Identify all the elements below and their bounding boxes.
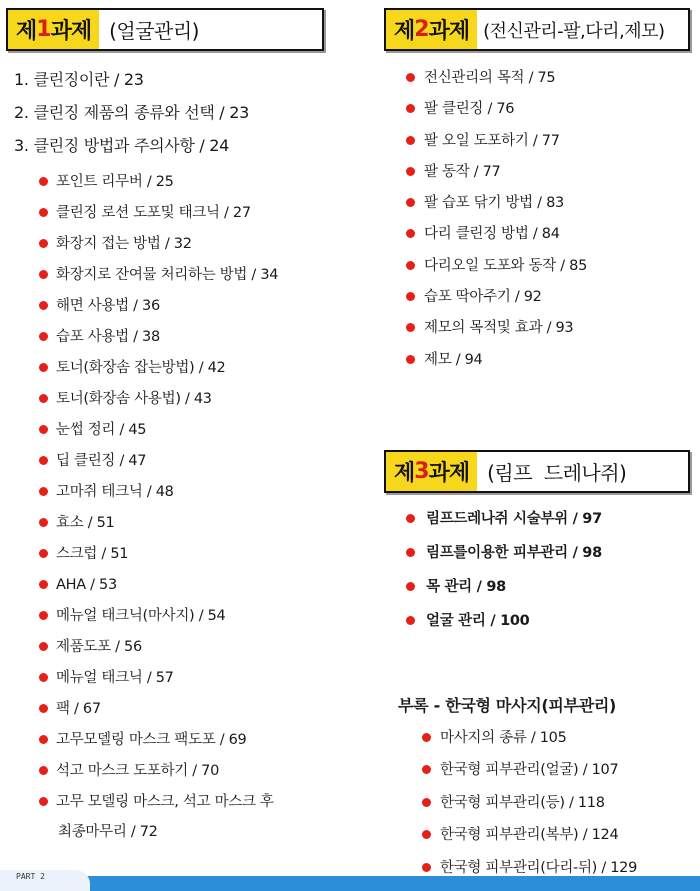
appendix-title: 부록 - 한국형 마사지(피부관리): [398, 695, 617, 715]
list-item: [6, 451, 346, 482]
list-item: [384, 162, 696, 193]
list-item-label: 팩 / 67: [56, 701, 101, 717]
list-item-label: 림프를이용한 피부관리 / 98: [426, 544, 602, 561]
list-item: [6, 482, 346, 513]
list-item-label: 팔 동작 / 77: [424, 163, 501, 180]
section3-header: [384, 450, 690, 493]
list-item-label: 클린징 로션 도포및 태크닉 / 27: [56, 205, 251, 221]
bullet-dot-icon: [39, 332, 48, 341]
bullet-dot-icon: [39, 177, 48, 186]
list-item: 2. 클린징 제품의 종류와 선택 / 23: [14, 103, 249, 122]
list-item: [6, 668, 346, 699]
list-item: 3. 클린징 방법과 주의사항 / 24: [14, 136, 230, 155]
list-item-label: 고무 모델링 마스크, 석고 마스크 후: [56, 794, 274, 810]
list-item-label: 스크럽 / 51: [56, 546, 129, 562]
section1-tag-number: 1: [36, 17, 51, 42]
section2-tag-number: 2: [414, 17, 429, 42]
bullet-dot-icon: [406, 104, 415, 113]
list-item: [384, 760, 696, 793]
list-item-label: 얼굴 관리 / 100: [426, 612, 530, 629]
list-item: [6, 265, 346, 296]
list-item: [6, 575, 346, 606]
list-item: [6, 699, 346, 730]
bullet-dot-icon: [406, 616, 415, 625]
list-item: [384, 193, 696, 224]
list-item-label: 한국형 피부관리(얼굴) / 107: [440, 762, 619, 779]
bullet-dot-icon: [39, 673, 48, 682]
section2-tag-prefix: 제: [394, 19, 415, 44]
list-item: [6, 172, 346, 203]
section1-tag: [8, 10, 99, 49]
bullet-dot-icon: [39, 425, 48, 434]
list-item-label: 고무모델링 마스크 팩도포 / 69: [56, 732, 247, 748]
list-item: [6, 544, 346, 575]
list-item-label: 목 관리 / 98: [426, 578, 506, 595]
section1-tag-suffix: 과제: [50, 19, 92, 44]
list-item-label: 토너(화장솜 잡는방법) / 42: [56, 360, 226, 376]
list-item: [384, 509, 696, 543]
list-item: [6, 296, 346, 327]
bullet-dot-icon: [39, 766, 48, 775]
section2-bullet-list: [384, 68, 696, 381]
bullet-dot-icon: [39, 270, 48, 279]
list-item: 1. 클린징이란 / 23: [14, 70, 144, 89]
list-item: [6, 389, 346, 420]
bullet-dot-icon: [39, 518, 48, 527]
list-item: [384, 825, 696, 858]
list-item-label: 해면 사용법 / 36: [56, 298, 160, 314]
list-item-label: 토너(화장솜 사용법) / 43: [56, 391, 212, 407]
bullet-dot-icon: [406, 514, 415, 523]
list-item: [384, 99, 696, 130]
section1-bullet-list: [6, 172, 346, 842]
section2-tag: [386, 10, 477, 49]
list-item-label: 습포 딱아주기 / 92: [424, 289, 542, 306]
bullet-dot-icon: [39, 363, 48, 372]
list-item: [6, 730, 346, 761]
bullet-dot-icon: [406, 167, 415, 176]
list-item-label: 효소 / 51: [56, 515, 115, 531]
list-item-label-continued: 최종마무리 / 72: [58, 824, 158, 840]
list-item-label: 제품도포 / 56: [56, 639, 142, 655]
list-item: [384, 224, 696, 255]
list-item-label: 다리 클린징 방법 / 84: [424, 226, 560, 243]
bullet-dot-icon: [39, 549, 48, 558]
list-item: [384, 287, 696, 318]
bullet-dot-icon: [406, 323, 415, 332]
list-item: [6, 358, 346, 389]
list-item-label: 팔 습포 닦기 방법 / 83: [424, 195, 564, 212]
list-item: [384, 611, 696, 645]
list-item: [384, 256, 696, 287]
list-item-label: 화장지로 잔여물 처리하는 방법 / 34: [56, 267, 279, 283]
bullet-dot-icon: [39, 394, 48, 403]
list-item: [384, 793, 696, 826]
bullet-dot-icon: [422, 830, 431, 839]
bullet-dot-icon: [422, 863, 431, 872]
list-item-label: 화장지 접는 방법 / 32: [56, 236, 192, 252]
list-item-label: 석고 마스크 도포하기 / 70: [56, 763, 220, 779]
list-item: [384, 350, 696, 381]
section3-tag-number: 3: [414, 458, 429, 484]
section1-numbered-list: [6, 63, 346, 162]
bullet-dot-icon: [406, 73, 415, 82]
section3-bullet-list: [384, 509, 696, 645]
list-item: [384, 577, 696, 611]
section2-header: [384, 8, 690, 51]
list-item-label: 다리오일 도포와 동작 / 85: [424, 257, 588, 274]
list-item-label: 한국형 피부관리(복부) / 124: [440, 827, 619, 844]
list-item-label: 한국형 피부관리(다리-뒤) / 129: [440, 859, 638, 876]
section1-subtitle: (얼굴관리): [109, 19, 199, 43]
bullet-dot-icon: [406, 261, 415, 270]
list-item: [384, 68, 696, 99]
list-item: [6, 234, 346, 265]
list-item-label: 림프드레나쥐 시술부위 / 97: [426, 510, 602, 527]
list-item-label: 메뉴얼 태크닉 / 57: [56, 670, 174, 686]
list-item: [6, 761, 346, 792]
section2-tag-suffix: 과제: [428, 19, 470, 44]
list-item-label: 고마쥐 테크닉 / 48: [56, 484, 174, 500]
bullet-dot-icon: [39, 208, 48, 217]
bullet-dot-icon: [406, 292, 415, 301]
bullet-dot-icon: [406, 136, 415, 145]
section3-subtitle: (림프 드레나쥐): [487, 460, 627, 485]
bullet-dot-icon: [406, 355, 415, 364]
list-item-label: 딥 클린징 / 47: [56, 453, 147, 469]
list-item: [6, 637, 346, 668]
bullet-dot-icon: [39, 301, 48, 310]
list-item: [6, 203, 346, 234]
list-item: [6, 792, 346, 842]
bullet-dot-icon: [39, 239, 48, 248]
list-item-label: 마사지의 종류 / 105: [440, 729, 567, 746]
section2-subtitle: (전신관리-팔,다리,제모): [483, 20, 665, 42]
section1-header: [6, 8, 324, 51]
bullet-dot-icon: [422, 798, 431, 807]
list-item-label: 눈썹 정리 / 45: [56, 422, 147, 438]
appendix-bullet-list: [384, 728, 696, 891]
bullet-dot-icon: [39, 456, 48, 465]
list-item: [6, 606, 346, 637]
list-item: [384, 728, 696, 761]
bullet-dot-icon: [406, 198, 415, 207]
bullet-dot-icon: [39, 704, 48, 713]
list-item-label: 팔 클린징 / 76: [424, 101, 515, 118]
bullet-dot-icon: [39, 735, 48, 744]
section3-tag-suffix: 과제: [428, 460, 470, 486]
list-item-label: 메뉴얼 태크닉(마사지) / 54: [56, 608, 226, 624]
list-item-label: 팔 오일 도포하기 / 77: [424, 132, 560, 149]
bullet-dot-icon: [406, 229, 415, 238]
footer-bar: [0, 872, 700, 891]
list-item-label: 제모 / 94: [424, 351, 483, 368]
section1-tag-prefix: 제: [16, 19, 37, 44]
list-item: [384, 318, 696, 349]
bullet-dot-icon: [39, 611, 48, 620]
list-item-label: 습포 사용법 / 38: [56, 329, 160, 345]
list-item-label: 제모의 목적및 효과 / 93: [424, 320, 574, 337]
list-item-label: AHA / 53: [56, 577, 117, 593]
bullet-dot-icon: [39, 487, 48, 496]
list-item: [6, 513, 346, 544]
bullet-dot-icon: [406, 582, 415, 591]
bullet-dot-icon: [39, 797, 48, 806]
section3-tag-prefix: 제: [394, 460, 415, 486]
list-item-label: 포인트 리무버 / 25: [56, 174, 174, 190]
list-item: [384, 543, 696, 577]
right-column: [384, 8, 696, 890]
list-item: [6, 327, 346, 358]
bullet-dot-icon: [39, 580, 48, 589]
list-item: [384, 131, 696, 162]
section3-tag: [386, 452, 477, 491]
left-column: [6, 8, 346, 842]
bullet-dot-icon: [422, 765, 431, 774]
list-item: [6, 420, 346, 451]
list-item-label: 한국형 피부관리(등) / 118: [440, 794, 605, 811]
bullet-dot-icon: [422, 733, 431, 742]
bullet-dot-icon: [39, 642, 48, 651]
bullet-dot-icon: [406, 548, 415, 557]
list-item-label: 전신관리의 목적 / 75: [424, 70, 556, 86]
footer-tab: PART 2: [0, 870, 90, 891]
